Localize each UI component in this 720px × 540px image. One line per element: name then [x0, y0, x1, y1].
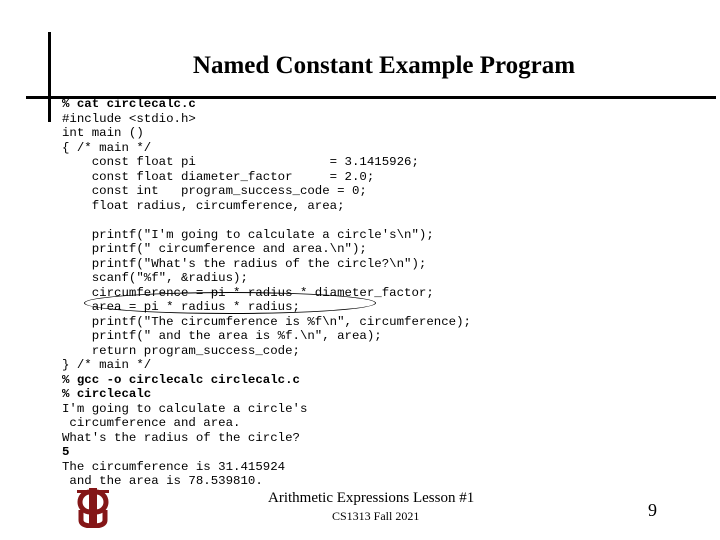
highlight-ellipse — [84, 292, 376, 314]
code-line: const int program_success_code = 0; — [62, 184, 367, 198]
code-line: and the area is 78.539810. — [62, 474, 263, 488]
code-line: 5 — [62, 445, 70, 459]
code-line: printf(" and the area is %f.\n", area); — [62, 329, 382, 343]
code-line: circumference and area. — [62, 416, 241, 430]
code-line: } /* main */ — [62, 358, 152, 372]
code-line — [62, 213, 471, 228]
code-line: area = pi * radius * radius; — [62, 300, 300, 314]
code-line: % cat circlecalc.c — [62, 97, 196, 111]
code-line: % gcc -o circlecalc circlecalc.c — [62, 372, 300, 387]
ou-logo-icon — [77, 488, 109, 528]
code-line: printf("The circumference is %f\n", circumference); — [62, 314, 471, 329]
code-line: float radius, circumference, area; — [62, 198, 345, 213]
page-number: 9 — [648, 500, 657, 520]
code-line: #include <stdio.h> — [62, 111, 196, 126]
code-line: I'm going to calculate a circle's — [62, 401, 308, 416]
code-line: printf("What's the radius of the circle?\n"); — [62, 256, 427, 271]
code-line: printf(" circumference and area.\n"); — [62, 242, 367, 256]
code-line: The circumference is 31.415924 — [62, 459, 286, 474]
code-line: What's the radius of the circle? — [62, 430, 300, 445]
code-line: printf("I'm going to calculate a circle's\n"); — [62, 227, 434, 242]
code-line: % circlecalc — [62, 387, 152, 401]
footer-course-info: CS1313 Fall 2021 — [332, 509, 420, 523]
code-line: int main () — [62, 126, 144, 140]
code-line: circumference = pi * radius * diameter_factor; — [62, 285, 434, 300]
code-line: scanf("%f", &radius); — [62, 271, 248, 285]
footer-course-title: Arithmetic Expressions Lesson #1 — [268, 490, 475, 506]
code-line: const float pi = 3.1415926; — [62, 155, 419, 169]
slide-title: Named Constant Example Program — [192, 52, 576, 79]
code-line: const float diameter_factor = 2.0; — [62, 169, 375, 184]
code-line: return program_success_code; — [62, 343, 300, 358]
code-line: { /* main */ — [62, 140, 152, 155]
